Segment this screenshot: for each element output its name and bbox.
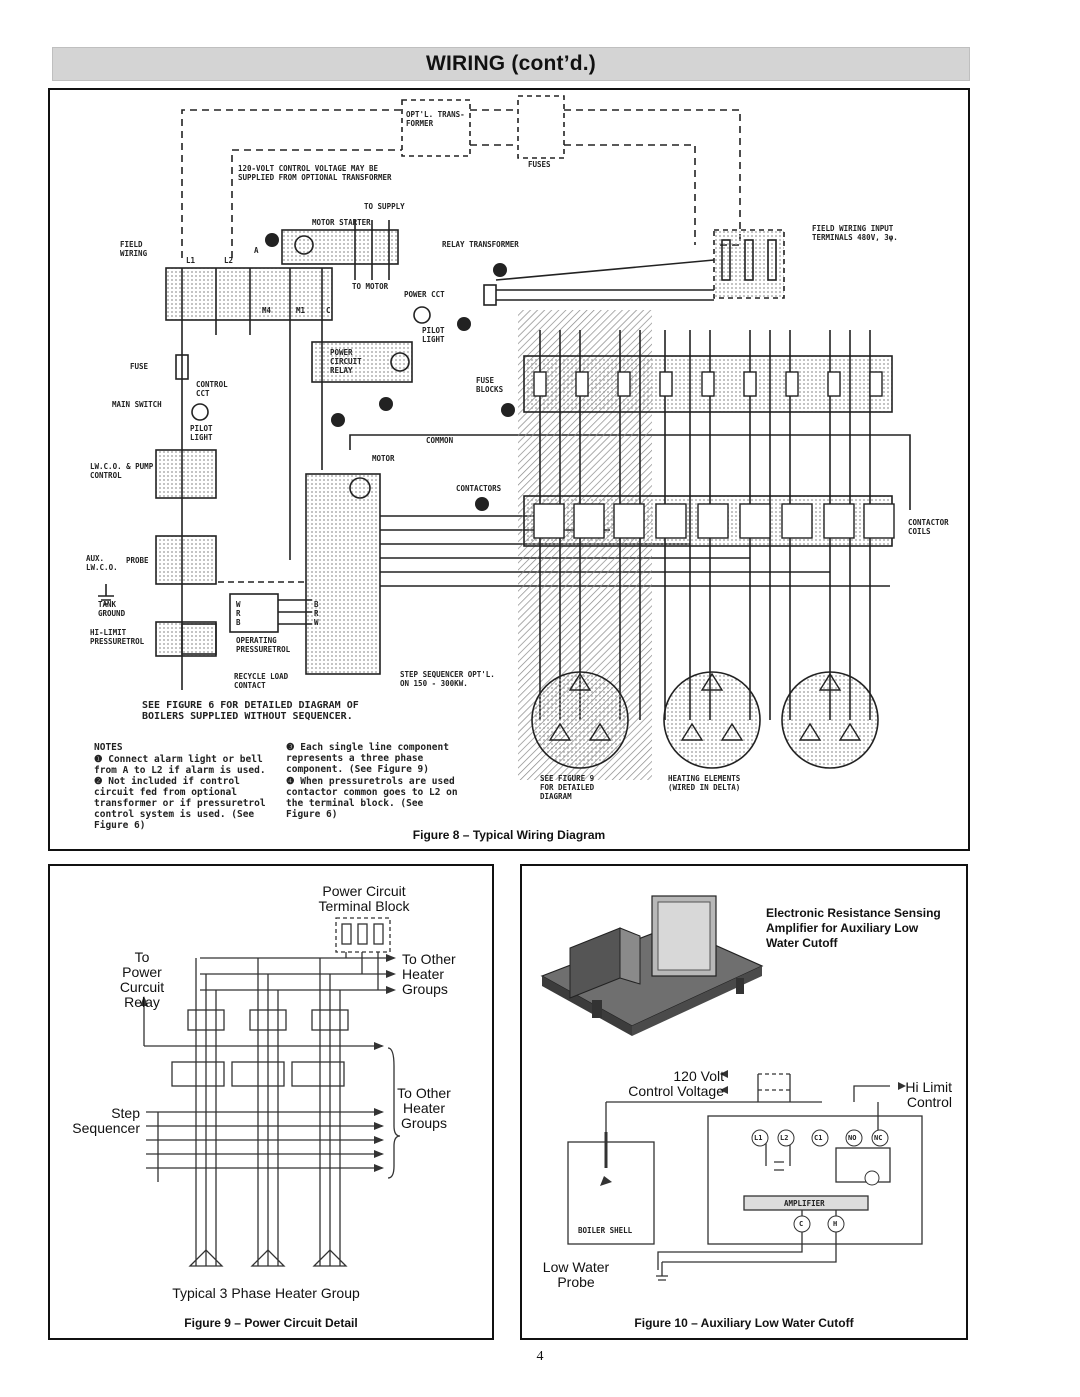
notes-title: NOTES bbox=[94, 742, 123, 753]
common-label: COMMON bbox=[426, 436, 454, 445]
to-motor-label: TO MOTOR bbox=[352, 282, 389, 291]
control-voltage-note: 120-VOLT CONTROL VOLTAGE MAY BE SUPPLIED FROM OPTIONAL TRANSFORMER bbox=[238, 164, 392, 182]
figure-10-panel bbox=[520, 864, 968, 1340]
contactors-label: CONTACTORS bbox=[456, 484, 502, 493]
section-title: WIRING (cont’d.) bbox=[425, 52, 596, 75]
terminal-nc: NC bbox=[874, 1134, 883, 1142]
note-3: ❸ Each single line component represents a three phase component. (See Figure 9) bbox=[286, 742, 449, 775]
amplifier-label: AMPLIFIER bbox=[784, 1199, 825, 1208]
heating-elements-label: HEATING ELEMENTS (WIRED IN DELTA) bbox=[668, 774, 741, 792]
figure-10-caption: Figure 10 – Auxiliary Low Water Cutoff bbox=[634, 1316, 854, 1330]
c-label: C bbox=[326, 306, 331, 315]
a-label: A bbox=[254, 246, 259, 255]
note-4: ❹ When pressuretrols are used contactor common goes to L2 on the terminal block. (See Figure 6) bbox=[286, 776, 458, 820]
fuse-label: FUSE bbox=[130, 362, 149, 371]
terminal-c: C bbox=[799, 1220, 804, 1228]
figure-9-caption: Figure 9 – Power Circuit Detail bbox=[184, 1316, 358, 1330]
terminal-c1: C1 bbox=[814, 1134, 823, 1142]
probe-label: PROBE bbox=[126, 556, 149, 565]
hi-limit-label: HI-LIMIT PRESSURETROL bbox=[90, 628, 145, 646]
step-sequencer-label: STEP SEQUENCER OPT'L. ON 150 - 300KW. bbox=[400, 670, 495, 688]
to-other-heater-groups-mid: To Other Heater Groups bbox=[397, 1085, 451, 1131]
see-figure6-note: SEE FIGURE 6 FOR DETAILED DIAGRAM OF BOILERS SUPPLIED WITHOUT SEQUENCER. bbox=[142, 700, 359, 722]
fuse-blocks-label: FUSE BLOCKS bbox=[476, 376, 504, 394]
motor-starter-label: MOTOR STARTER bbox=[312, 218, 371, 227]
see-figure9-label: SEE FIGURE 9 FOR DETAILED DIAGRAM bbox=[540, 774, 595, 801]
wiring-diagram bbox=[50, 90, 972, 853]
note-2: ❷ Not included if control circuit fed from optional transformer or if pressuretrol control system is used. (See Figure 6) bbox=[94, 776, 266, 831]
to-power-circuit-relay-label: To Power Curcuit Relay bbox=[119, 949, 165, 1010]
fuse-block-group bbox=[534, 372, 882, 396]
terminal-h: H bbox=[833, 1220, 838, 1228]
terminal-circles bbox=[752, 1130, 888, 1232]
to-other-heater-groups-top: To Other Heater Groups bbox=[402, 951, 456, 997]
lwco-pump-label: LW.C.O. & PUMP CONTROL bbox=[90, 462, 154, 480]
section-header bbox=[52, 47, 970, 81]
figure-8-caption: Figure 8 – Typical Wiring Diagram bbox=[412, 828, 606, 842]
m4-label: M4 bbox=[262, 306, 272, 315]
typical-group-label: Typical 3 Phase Heater Group bbox=[172, 1285, 360, 1301]
figure-9-panel bbox=[48, 864, 494, 1340]
optl-transformer-label: OPT'L. TRANS- FORMER bbox=[406, 110, 465, 128]
operating-pressuretrol-label: OPERATING PRESSURETROL bbox=[236, 636, 291, 654]
field-wiring-label: FIELD WIRING bbox=[120, 240, 148, 258]
main-switch-label: MAIN SWITCH bbox=[112, 400, 162, 409]
page-number: 4 bbox=[536, 1349, 544, 1364]
relay-transformer-label: RELAY TRANSFORMER bbox=[442, 240, 519, 249]
pilot-light-2-label: PILOT LIGHT bbox=[190, 424, 213, 442]
note-1: ❶ Connect alarm light or bell from A to L2 if alarm is used. bbox=[94, 754, 266, 776]
terminal-l1: L1 bbox=[754, 1134, 763, 1142]
power-cct-label: POWER CCT bbox=[404, 290, 445, 299]
l1-label: L1 bbox=[186, 256, 196, 265]
step-sequencer-label: Step Sequencer bbox=[72, 1105, 140, 1136]
terminal-no: NO bbox=[848, 1134, 857, 1142]
amplifier-title: Electronic Resistance Sensing Amplifier for Auxiliary Low Water Cutoff bbox=[766, 906, 941, 950]
hi-limit-label: Hi Limit Control bbox=[905, 1079, 952, 1110]
contactor-coil-group bbox=[534, 504, 894, 538]
field-wiring-input-label: FIELD WIRING INPUT TERMINALS 480V, 3φ. bbox=[812, 224, 898, 242]
m1-label: M1 bbox=[296, 306, 306, 315]
low-water-probe-label: Low Water Probe bbox=[542, 1259, 610, 1290]
contactor-coils-label: CONTACTOR COILS bbox=[908, 518, 949, 536]
boiler-shell-label: BOILER SHELL bbox=[578, 1226, 633, 1235]
brw-label: B R W bbox=[314, 600, 319, 627]
terminal-l2: L2 bbox=[780, 1134, 789, 1142]
control-cct-label: CONTROL CCT bbox=[196, 380, 228, 398]
aux-lwco-label: AUX. LW.C.O. bbox=[86, 554, 118, 572]
pilot-light-label: PILOT LIGHT bbox=[422, 326, 445, 344]
motor-label: MOTOR bbox=[372, 454, 395, 463]
tank-ground-label: TANK GROUND bbox=[98, 600, 126, 618]
terminal-block-label: Power Circuit Terminal Block bbox=[318, 883, 410, 914]
power-circuit-relay-label: POWER CIRCUIT RELAY bbox=[330, 348, 362, 375]
wrb-label: W R B bbox=[236, 600, 241, 627]
to-supply-label: TO SUPPLY bbox=[364, 202, 405, 211]
recycle-label: RECYCLE LOAD CONTACT bbox=[234, 672, 289, 690]
amplifier-photo bbox=[542, 896, 762, 1036]
l2-label: L2 bbox=[224, 256, 234, 265]
fuses-label: FUSES bbox=[528, 160, 551, 169]
control-voltage-label: 120 Volt Control Voltage bbox=[628, 1068, 724, 1099]
figure-8-panel bbox=[48, 88, 970, 851]
